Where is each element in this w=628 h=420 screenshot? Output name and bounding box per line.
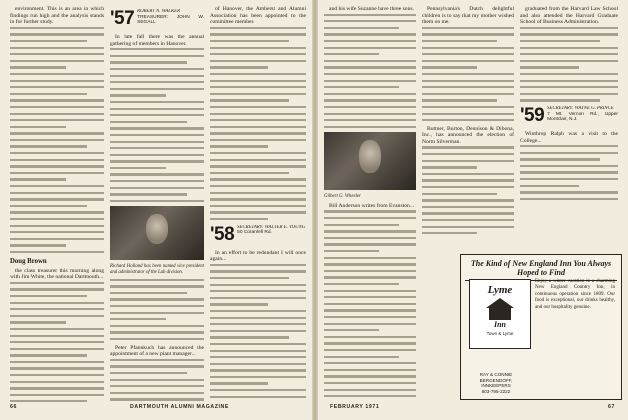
footer-issue-date: FEBRUARY 1971 bbox=[330, 404, 380, 410]
inn-roof-icon bbox=[486, 298, 514, 308]
logo-caption: Town & Lyme bbox=[486, 331, 514, 336]
portrait-photo-wheeler bbox=[324, 132, 416, 190]
col1-intro: environment. This is an area in which findings run high and the analysis stands in for further study. bbox=[10, 6, 104, 26]
class-address-59: 7 Mt. Vernon Rd., Upper Montclair, N.J. bbox=[547, 111, 618, 123]
class-year-58: '58 bbox=[210, 224, 235, 245]
ad-headline: The Kind of New England Inn You Always Hoped to Find bbox=[470, 259, 612, 277]
portrait-photo-holland bbox=[110, 206, 204, 260]
ad-innkeepers: RAY & CONNIE BERGENDOFF, INNKEEPERS bbox=[479, 371, 513, 389]
page-number-right: 67 bbox=[608, 404, 615, 410]
left-column-1 bbox=[10, 6, 104, 402]
photo-caption-holland: Richard Holland has been named vice president and administrator of the Lab division. bbox=[110, 264, 204, 276]
footer-magazine-name: DARTMOUTH ALUMNI MAGAZINE bbox=[130, 404, 229, 410]
class-address-57: TREASURER: JOHN W. SEGALL bbox=[137, 14, 204, 26]
right-column-3 bbox=[520, 6, 618, 252]
class-secretary-58: SECRETARY: WALTER E. YOUNG bbox=[237, 224, 306, 230]
page-number-left: 66 bbox=[10, 404, 17, 410]
ad-phone: 603-795-2222 bbox=[481, 389, 511, 395]
logo-word-lyme: Lyme bbox=[487, 284, 513, 296]
left-column-3 bbox=[210, 6, 306, 402]
col2-paragraph-2: Peter Pfannkuch has announced the appointment of a new plant manager... bbox=[110, 344, 204, 358]
class-year-59: '59 bbox=[520, 105, 545, 126]
col4-paragraph-2: Bill Anderson writes from Evanston... bbox=[329, 202, 414, 209]
col2-paragraph: In late fall there was the annual gathering of members in Hanover. bbox=[110, 34, 204, 47]
col1-paragraph: the class treasurer this morning along with Jim White, the national Dartmouth... bbox=[10, 267, 104, 281]
col6-paragraph: graduated from the Harvard Law School and also attended the Harvard Graduate School of Business Administration. bbox=[520, 6, 618, 26]
class-secretary-59: SECRETARY: WAYNE G. PRINCE bbox=[547, 105, 614, 111]
logo-word-inn: Inn bbox=[493, 320, 506, 329]
right-column-2 bbox=[422, 6, 514, 252]
col3-paragraph-2: In an effort to be redundant I will once again... bbox=[210, 249, 306, 263]
class-year-57: '57 bbox=[110, 9, 135, 29]
class-address-58: 50 Coranfell Rd. bbox=[237, 230, 272, 236]
col1-heading: Doug Brown bbox=[10, 257, 47, 265]
col5-paragraph-2: Buttner, Burton, Dennison & Dibona, Inc., has announced the election of Norm Silverman. bbox=[422, 125, 514, 145]
col3-paragraph: of Hanover, the Amherst and Alumni Association has been appointed to the committee member. bbox=[210, 6, 306, 26]
ad-body-text: Enjoy a winter vacation in a charming New England Country Inn, in continuous operation since 1809. Our food is exceptional, our drinks healthy, and our hospitality genuine. bbox=[535, 279, 615, 310]
col4-paragraph: and his wife Suzanne have three sons. bbox=[329, 6, 414, 12]
class-note-58 bbox=[210, 225, 306, 246]
col5-paragraph: Pennsylvania's Dutch delightful children is to say that my mother wished them on me. bbox=[422, 6, 514, 26]
lyme-inn-advertisement bbox=[460, 254, 622, 400]
class-note-59 bbox=[520, 106, 618, 127]
inn-building-icon bbox=[489, 308, 511, 320]
lyme-inn-logo bbox=[469, 279, 531, 349]
ad-contact bbox=[465, 372, 527, 395]
class-note-57 bbox=[110, 9, 204, 30]
page-gutter bbox=[312, 0, 318, 420]
photo-caption-wheeler: Gilbert G. Wheeler bbox=[324, 194, 361, 200]
class-secretary-57: ROBERT N. WALKER bbox=[137, 9, 181, 14]
right-column-1 bbox=[324, 6, 416, 402]
left-column-2 bbox=[110, 6, 204, 402]
col6-paragraph-2: Winthrop Ralph was a visit to the College... bbox=[520, 130, 618, 144]
